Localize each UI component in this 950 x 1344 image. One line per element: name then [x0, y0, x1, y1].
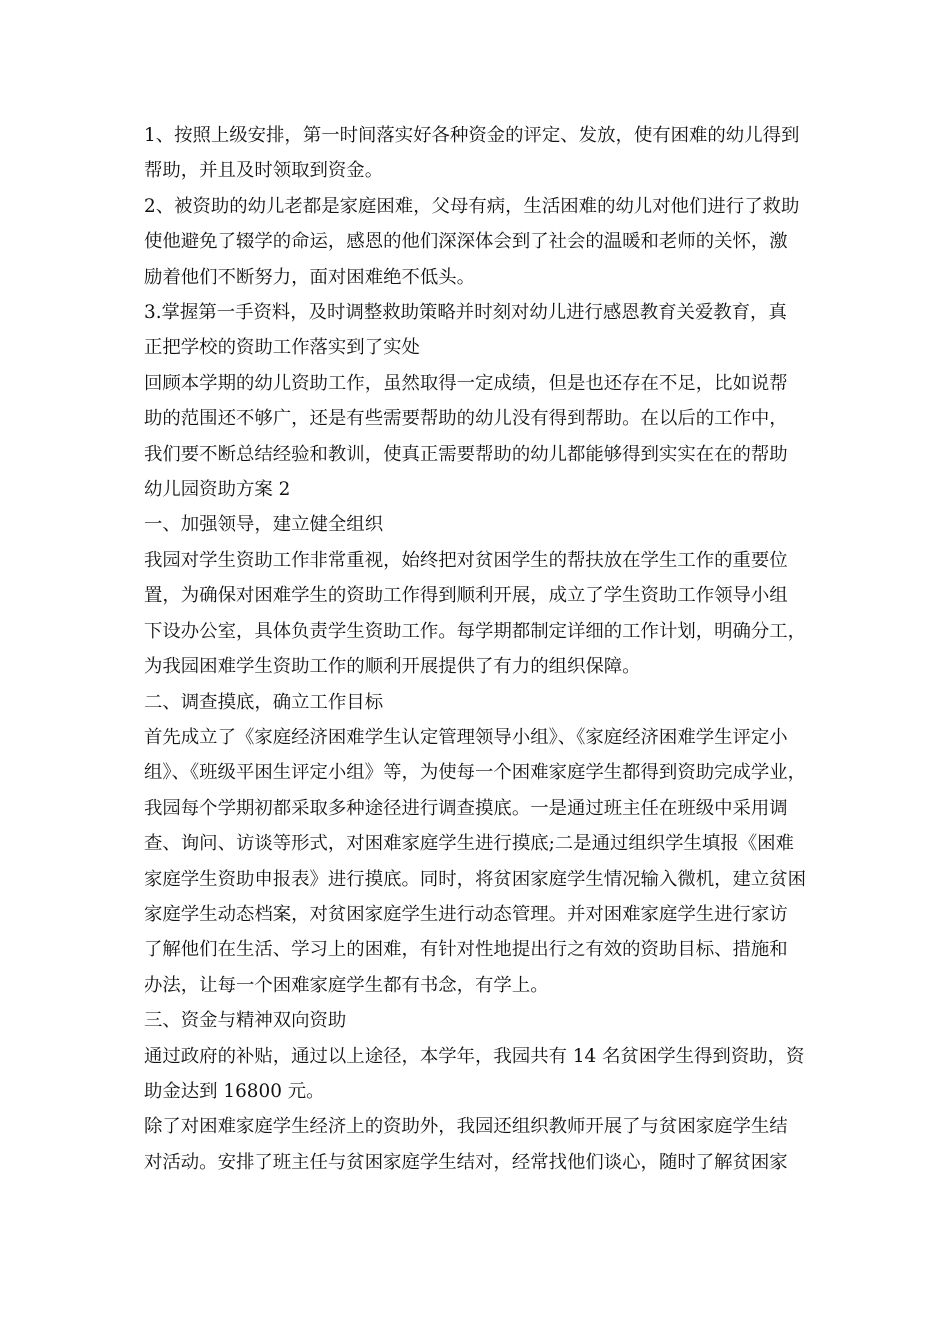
text-line: 一、加强领导，建立健全组织 — [144, 514, 384, 536]
paragraph — [144, 720, 808, 1003]
document-body — [144, 118, 808, 1180]
text-line: 我园每个学期初都采取多种途径进行调查摸底。一是通过班主任在班级中采用调 — [144, 797, 788, 819]
text-line: 首先成立了《家庭经济困难学生认定管理领导小组》、《家庭经济困难学生评定小 — [144, 726, 788, 748]
text-line: 3.掌握第一手资料，及时调整救助策略并时刻对幼儿进行感恩教育关爱教育，真 — [144, 302, 787, 324]
text-line: 使他避免了辍学的命运，感恩的他们深深体会到了社会的温暖和老师的关怀，激 — [144, 231, 788, 253]
text-line: 组》、《班级平困生评定小组》等，为使每一个困难家庭学生都得到资助完成学业， — [144, 762, 807, 784]
paragraph — [144, 189, 808, 295]
paragraph — [144, 507, 808, 542]
text-line: 除了对困难家庭学生经济上的资助外，我园还组织教师开展了与贫困家庭学生结 — [144, 1116, 788, 1138]
text-line: 为我园困难学生资助工作的顺利开展提供了有力的组织保障。 — [144, 656, 641, 678]
paragraph — [144, 118, 808, 189]
text-line: 正把学校的资助工作落实到了实处 — [144, 337, 420, 359]
paragraph — [144, 1039, 808, 1110]
text-line: 我们要不断总结经验和教训，使真正需要帮助的幼儿都能够得到实实在在的帮助 — [144, 443, 788, 465]
text-line: 助金达到 16800 元。 — [144, 1080, 325, 1102]
text-line: 办法，让每一个困难家庭学生都有书念，有学上。 — [144, 974, 549, 996]
text-line: 帮助，并且及时领取到资金。 — [144, 160, 384, 182]
text-line: 2、被资助的幼儿老都是家庭困难，父母有病，生活困难的幼儿对他们进行了救助 — [144, 195, 800, 217]
text-line: 查、询问、访谈等形式，对困难家庭学生进行摸底;二是通过组织学生填报《困难 — [144, 833, 794, 855]
paragraph — [144, 543, 808, 685]
paragraph — [144, 295, 808, 366]
paragraph — [144, 685, 808, 720]
text-line: 家庭学生资助申报表》进行摸底。同时，将贫困家庭学生情况输入微机，建立贫困 — [144, 868, 807, 890]
paragraph — [144, 366, 808, 472]
text-line: 助的范围还不够广，还是有些需要帮助的幼儿没有得到帮助。在以后的工作中， — [144, 408, 788, 430]
text-line: 1、按照上级安排，第一时间落实好各种资金的评定、发放，使有困难的幼儿得到 — [144, 125, 800, 146]
text-line: 下设办公室，具体负责学生资助工作。每学期都制定详细的工作计划，明确分工， — [144, 620, 807, 642]
text-line: 幼儿园资助方案 2 — [144, 479, 291, 501]
text-line: 置，为确保对困难学生的资助工作得到顺利开展，成立了学生资助工作领导小组 — [144, 585, 788, 607]
paragraph — [144, 1109, 808, 1180]
text-line: 励着他们不断努力，面对困难绝不低头。 — [144, 266, 476, 288]
text-line: 通过政府的补贴，通过以上途径，本学年，我园共有 14 名贫困学生得到资助，资 — [144, 1045, 805, 1067]
text-line: 回顾本学期的幼儿资助工作，虽然取得一定成绩，但是也还存在不足，比如说帮 — [144, 372, 788, 394]
text-line: 我园对学生资助工作非常重视，始终把对贫困学生的帮扶放在学生工作的重要位 — [144, 549, 788, 571]
text-line: 三、资金与精神双向资助 — [144, 1010, 347, 1032]
text-line: 了解他们在生活、学习上的困难，有针对性地提出行之有效的资助目标、措施和 — [144, 939, 788, 961]
text-line: 二、调查摸底，确立工作目标 — [144, 691, 384, 713]
text-line: 家庭学生动态档案，对贫困家庭学生进行动态管理。并对困难家庭学生进行家访 — [144, 903, 788, 925]
paragraph — [144, 1003, 808, 1038]
text-line: 对活动。安排了班主任与贫困家庭学生结对，经常找他们谈心，随时了解贫困家 — [144, 1151, 788, 1173]
paragraph — [144, 472, 808, 507]
